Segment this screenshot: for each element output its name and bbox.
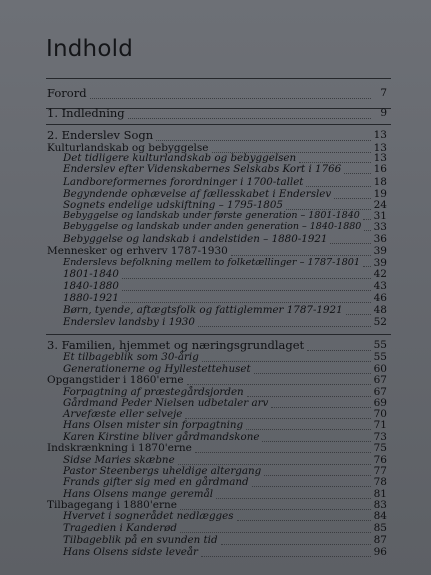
toc-entry-title: Opgangstider i 1860'erne <box>47 374 184 386</box>
toc-entry-title: Sognets endelige udskiftning – 1795-1805 <box>63 199 283 211</box>
toc-entry-page-number: 24 <box>373 199 387 211</box>
leader-dots <box>334 197 371 199</box>
toc-entry-page-number: 52 <box>373 316 387 328</box>
toc-entry-title: Gårdmand Peder Nielsen udbetaler arv <box>63 397 269 409</box>
leader-dots <box>330 242 371 244</box>
toc-entry-title: Frands gifter sig med en gårdmand <box>63 476 249 488</box>
toc-entry-title: 1880-1921 <box>63 292 119 304</box>
toc-entry-page-number: 55 <box>373 339 387 351</box>
toc-entry-page-number: 13 <box>373 152 387 164</box>
leader-dots <box>202 360 371 362</box>
toc-entry-page-number: 60 <box>373 363 387 375</box>
toc-entry-page-number: 87 <box>373 534 387 546</box>
toc-entry-page-number: 75 <box>373 442 387 454</box>
leader-dots <box>364 229 371 231</box>
leader-dots <box>252 485 371 487</box>
toc-entry-page-number: 67 <box>373 386 387 398</box>
toc-entry-title: 1840-1880 <box>63 280 119 292</box>
leader-dots <box>246 428 371 430</box>
toc-entry-page-number: 19 <box>373 188 387 200</box>
toc-entry-page-number: 43 <box>373 280 387 292</box>
toc-entry-title: Pastor Steenbergs uheldige altergang <box>63 465 262 477</box>
leader-dots <box>262 440 371 442</box>
toc-entry-page-number: 7 <box>380 87 387 99</box>
toc-entry-title: Enderslev efter Videnskabernes Selskabs Kort i 1766 <box>63 163 342 175</box>
leader-dots <box>198 325 371 327</box>
toc-entry-title: Begyndende ophævelse af fællesskabet i Enderslev <box>63 188 332 200</box>
toc-entry-title: Bebyggelse og landskab under første generation – 1801-1840 <box>63 210 360 221</box>
toc-entry-page-number: 13 <box>373 142 387 154</box>
toc-entry-page-number: 13 <box>373 129 387 141</box>
toc-entry-page-number: 46 <box>373 292 387 304</box>
toc-entry-page-number: 71 <box>373 419 387 431</box>
toc-entry-title: Hans Olsens mange geremål <box>63 488 213 500</box>
toc-entry-page-number: 84 <box>373 510 387 522</box>
leader-dots <box>128 117 371 119</box>
toc-entry-page-number: 31 <box>373 210 387 222</box>
leader-dots <box>254 372 371 374</box>
leader-dots <box>344 172 371 174</box>
leader-dots <box>90 97 371 99</box>
toc-entry-page-number: 70 <box>373 408 387 420</box>
leader-dots <box>363 265 371 267</box>
toc-entry-title: 2. Enderslev Sogn <box>47 128 154 142</box>
divider <box>46 78 391 79</box>
toc-entry-title: Mennesker og erhverv 1787-1930 <box>47 245 228 257</box>
toc-entry-page-number: 55 <box>373 351 387 363</box>
leader-dots <box>237 519 371 521</box>
toc-entry-title: Generationerne og Hyllestettehuset <box>63 363 251 375</box>
toc-entry-page-number: 81 <box>373 488 387 500</box>
toc-entry-page-number: 36 <box>373 233 387 245</box>
leader-dots <box>122 277 371 279</box>
toc-entry-page-number: 77 <box>373 465 387 477</box>
toc-entry-page-number: 69 <box>373 397 387 409</box>
toc-entry-title: Tilbageblik på en svunden tid <box>63 534 218 546</box>
toc-entry-page-number: 33 <box>373 221 387 233</box>
toc-entry-page-number: 85 <box>373 522 387 534</box>
leader-dots <box>156 139 371 141</box>
toc-entry-title: Børn, tyende, aftægtsfolk og fattiglemmer 1787-1921 <box>63 304 343 316</box>
toc-entry-title: 3. Familien, hjemmet og næringsgrundlaget <box>47 338 305 352</box>
leader-dots <box>122 289 371 291</box>
toc-entry-page-number: 96 <box>373 546 387 558</box>
toc-entry-title: 1. Indledning <box>47 106 125 120</box>
toc-entry-page-number: 39 <box>373 257 387 269</box>
toc-entry-page-number: 73 <box>373 431 387 443</box>
leader-dots <box>201 555 371 557</box>
leader-dots <box>180 531 371 533</box>
toc-entry-page-number: 78 <box>373 476 387 488</box>
toc-entry-title: Forpagtning af præstegårdsjorden <box>63 386 244 398</box>
divider <box>46 334 391 335</box>
leader-dots <box>216 497 371 499</box>
toc-entry-page-number: 48 <box>373 304 387 316</box>
leader-dots <box>122 301 371 303</box>
leader-dots <box>187 383 371 385</box>
leader-dots <box>307 349 371 351</box>
toc-entry-title: Tragedien i Kanderød <box>63 522 177 534</box>
toc-entry-page-number: 39 <box>373 245 387 257</box>
divider <box>46 124 391 125</box>
leader-dots <box>306 185 371 187</box>
toc-entry-title: Hvervet i sognerådet nedlægges <box>63 510 234 522</box>
toc-entry-page-number: 18 <box>373 176 387 188</box>
leader-dots <box>363 218 371 220</box>
toc-entry-page-number: 9 <box>380 107 387 119</box>
toc-entry-title: Et tilbageblik som 30-årig <box>63 351 199 363</box>
toc-entry-title: Sidse Maries skæbne <box>63 454 175 466</box>
leader-dots <box>231 254 371 256</box>
toc-entry-page-number: 83 <box>373 499 387 511</box>
toc-entry-page-number: 42 <box>373 268 387 280</box>
toc-entry-title: Tilbagegang i 1880'erne <box>47 499 177 511</box>
toc-entry-title: Kulturlandskab og bebyggelse <box>47 142 209 154</box>
toc-entry-page-number: 67 <box>373 374 387 386</box>
toc-entry-title: Arvefæste eller selveje <box>63 408 183 420</box>
toc-entry-title: 1801-1840 <box>63 268 119 280</box>
leader-dots <box>264 474 371 476</box>
toc-entry-title: Det tidligere kulturlandskab og bebyggelsen <box>63 152 297 164</box>
page-title: Indhold <box>46 36 133 62</box>
toc-entry-title: Karen Kirstine bliver gårdmandskone <box>63 431 260 443</box>
toc-entry-title: Hans Olsen mister sin forpagtning <box>63 419 244 431</box>
leader-dots <box>271 406 371 408</box>
toc-entry-title: Landboreformernes forordninger i 1700-tallet <box>63 176 304 188</box>
leader-dots <box>195 451 371 453</box>
toc-entry-title: Forord <box>47 86 87 100</box>
toc-entry-page-number: 16 <box>373 163 387 175</box>
leader-dots <box>221 543 371 545</box>
toc-entry-title: Bebyggelse og landskab under anden generation – 1840-1880 <box>63 221 362 232</box>
toc-entry-title: Indskrænkning i 1870'erne <box>47 442 192 454</box>
toc-entry-title: Enderslevs befolkning mellem to folketællinger – 1787-1801 <box>63 257 361 268</box>
leader-dots <box>346 313 371 315</box>
toc-entry-page-number: 76 <box>373 454 387 466</box>
toc-entry-title: Enderslev landsby i 1930 <box>63 316 195 328</box>
toc-entry-title: Bebyggelse og landskab i andelstiden – 1880-1921 <box>63 233 328 245</box>
toc-entry-title: Hans Olsens sidste leveår <box>63 546 198 558</box>
